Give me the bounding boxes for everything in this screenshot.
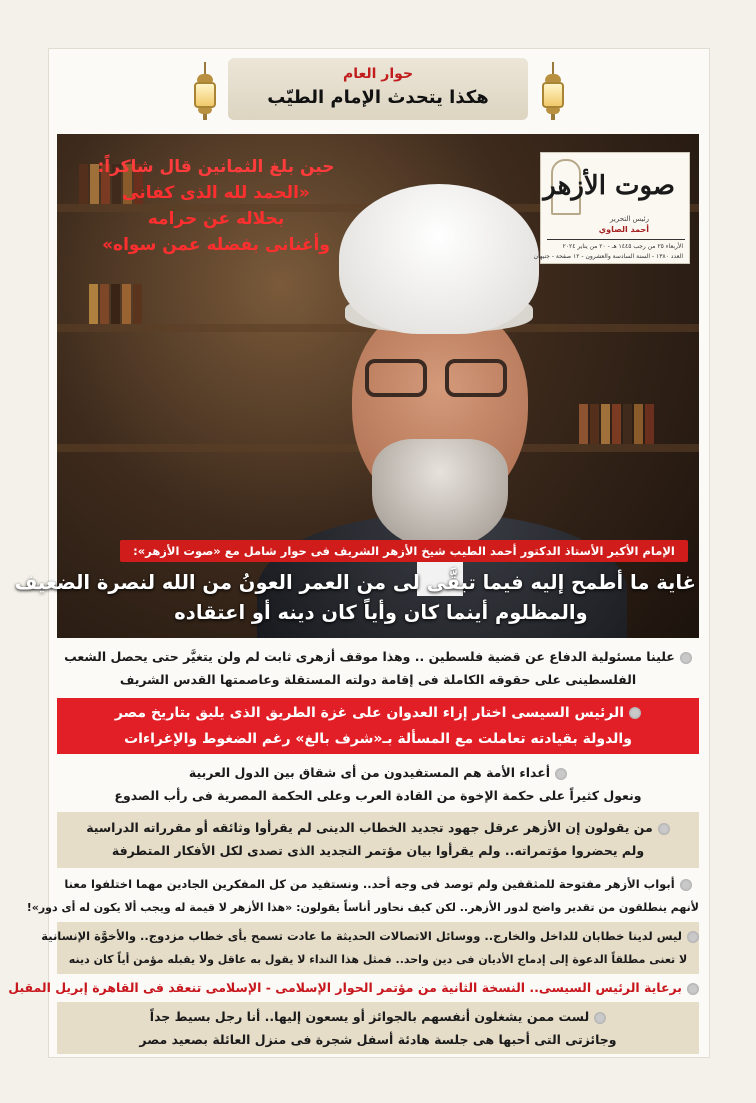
list-item bbox=[57, 812, 699, 868]
item-line: وجائزتى التى أحبها هى جلسة هادئة أسفل شجرة فى منزل العائلة بصعيد مصر bbox=[139, 1032, 617, 1047]
editor-label: رئيس التحرير bbox=[610, 215, 649, 223]
quote-line: بحلاله عن حرامه bbox=[147, 209, 285, 229]
item-line: الرئيس السيسى اختار إزاء العدوان على غزة الطريق الذى يليق بتاريخ مصر bbox=[114, 705, 625, 721]
quote-intro: حين بلغ الثمانين قال شاكراً: bbox=[97, 157, 335, 177]
pull-quote bbox=[66, 154, 366, 258]
item-line: لأنهم ينطلقون من تقدير واضح لدور الأزهر.. لكن كيف نحاور أناساً يقولون: «هذا الأزهر لا قيمة له ويجب ألا يكون له أى دور»! bbox=[26, 901, 699, 914]
item-line: ولم يحضروا مؤتمراته.. ولم يقرأوا بيان مؤتمر التجديد الذى تصدى لكل الأفكار المتطرفة bbox=[111, 843, 645, 858]
main-quote-line: والمظلوم أينما كان وأياً كان دينه أو اعتقاده bbox=[174, 601, 588, 624]
bullet-icon bbox=[629, 707, 641, 719]
issue-date: الأربعاء ٢٥ من رجب ١٤٤٥ هـ - ٢٠ من يناير ٢٠٢٤ bbox=[562, 243, 683, 250]
quote-line: «الحمد لله الذى كفانى bbox=[122, 183, 310, 203]
caption-band bbox=[120, 540, 688, 562]
bullet-icon bbox=[680, 879, 692, 891]
caption-text: الإمام الأكبر الأستاذ الدكتور أحمد الطيب شيخ الأزهر الشريف فى حوار شامل مع «صوت الأزهر»: bbox=[133, 544, 675, 558]
bullet-icon bbox=[658, 823, 670, 835]
item-line: ونعول كثيراً على حكمة الإخوة من القادة العرب وعلى الحكمة المصرية فى رأب الصدوع bbox=[114, 788, 642, 803]
issue-edition: العدد ١٣٨٠ - السنة السادسة والعشرون - ١٢ صفحة - جنيهان bbox=[533, 253, 683, 260]
main-quote bbox=[14, 568, 696, 628]
lantern-icon bbox=[540, 62, 566, 120]
editor-name: أحمد الصاوي bbox=[598, 225, 649, 234]
item-line: الفلسطينى على حقوقه الكاملة فى إقامة دولته المستقلة وعاصمتها القدس الشريف bbox=[119, 672, 637, 687]
item-line: برعاية الرئيس السيسى.. النسخة الثانية من مؤتمر الحوار الإسلامى - الإسلامى تنعقد فى القاهرة إبريل المقبل bbox=[8, 980, 682, 995]
item-line: ليس لدينا خطابان للداخل والخارج.. ووسائل الاتصالات الحديثة ما عادت تسمح بأى خطاب مزدوج.. والأخوَّة الإنسانية bbox=[41, 929, 682, 943]
newspaper-title: صوت الأزهر bbox=[543, 171, 675, 201]
kicker: حوار العام bbox=[342, 66, 414, 82]
glasses-icon bbox=[365, 359, 515, 403]
item-line: والدولة بقيادته تعاملت مع المسألة بـ«شرف بالغ» رغم الضغوط والإغراءات bbox=[124, 731, 632, 747]
highlight-item bbox=[57, 698, 699, 754]
bullet-icon bbox=[680, 652, 692, 664]
header-box bbox=[228, 58, 528, 120]
bullet-icon bbox=[594, 1012, 606, 1024]
list-item bbox=[26, 870, 699, 922]
item-line: لا تعنى مطلقاً الدعوة إلى إدماج الأديان فى دين واحد.. فمثل هذا النداء لا يقول به عاقل ولا يقبله مؤمن أياً كان دينه bbox=[68, 953, 688, 966]
list-item bbox=[57, 642, 699, 696]
item-line: لست ممن يشغلون أنفسهم بالجوائز أو يسعون إليها.. أنا رجل بسيط جداً bbox=[149, 1009, 590, 1024]
quote-line: وأغنانى بفضله عمن سواه» bbox=[102, 235, 330, 255]
item-line: أبواب الأزهر مفتوحة للمثقفين ولم توصد فى وجه أحد.. ونستفيد من كل المفكرين الجادين مهما اختلفوا معنا bbox=[64, 877, 675, 891]
item-line: علينا مسئولية الدفاع عن قضية فلسطين .. وهذا موقف أزهرى ثابت لم ولن يتغيَّر حتى يحصل الشعب bbox=[64, 649, 675, 664]
lantern-icon bbox=[192, 62, 218, 120]
bullet-icon bbox=[687, 983, 699, 995]
item-line: أعداء الأمة هم المستفيدون من أى شقاق بين الدول العربية bbox=[188, 765, 551, 780]
list-item bbox=[57, 1002, 699, 1054]
list-item bbox=[57, 758, 699, 810]
main-quote-line: غاية ما أطمح إليه فيما تبقَّى لى من العمر العونُ من الله لنصرة الضعيف bbox=[14, 571, 696, 594]
newspaper-masthead bbox=[533, 152, 690, 264]
highlight-item bbox=[8, 974, 699, 1000]
list-item bbox=[41, 922, 699, 974]
item-line: من يقولون إن الأزهر عرقل جهود تجديد الخطاب الدينى لم يقرأوا وثائقه أو مقرراته الدراسية bbox=[86, 820, 653, 835]
bullet-icon bbox=[555, 768, 567, 780]
bullet-icon bbox=[687, 931, 699, 943]
page-title: هكذا يتحدث الإمام الطيّب bbox=[267, 87, 489, 108]
